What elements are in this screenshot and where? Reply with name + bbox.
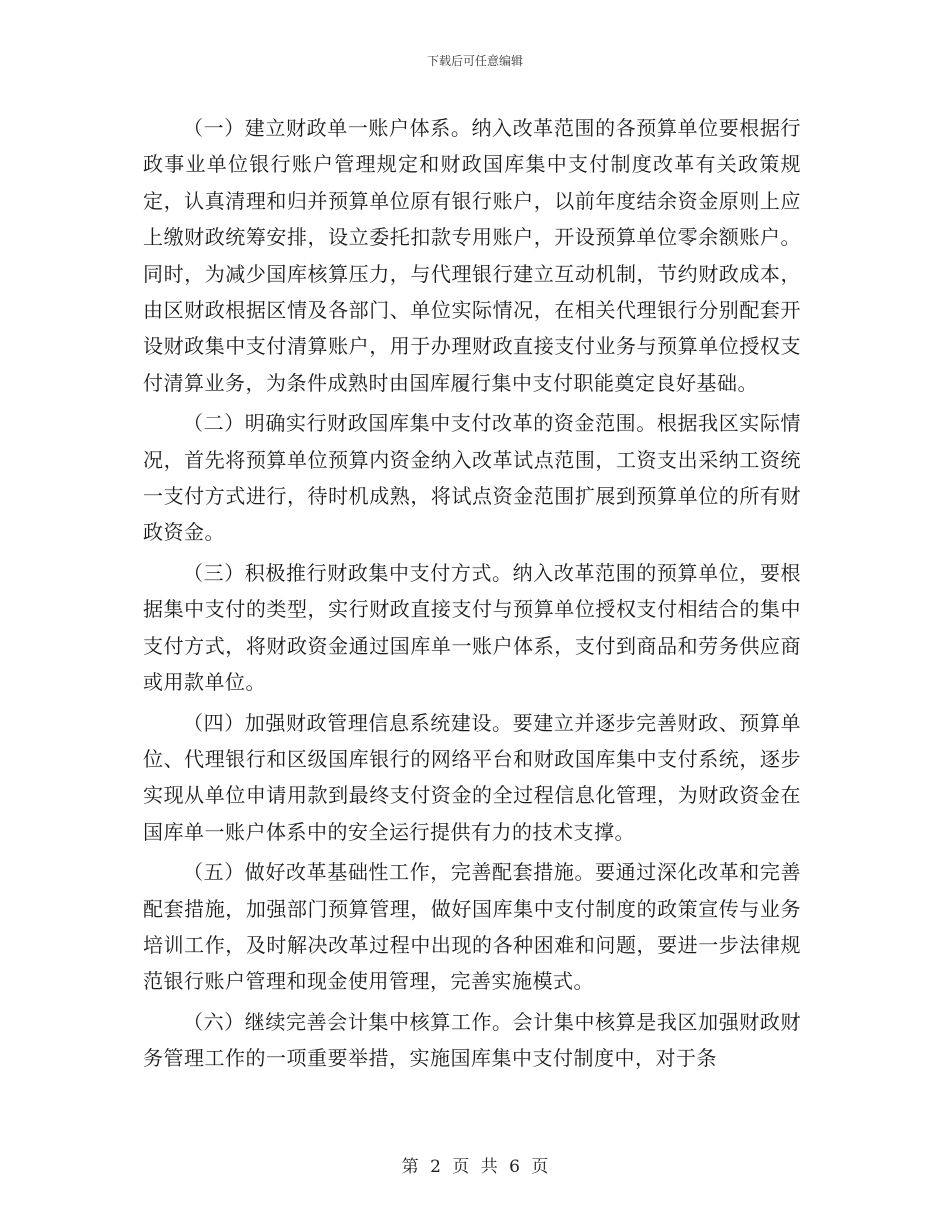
paragraph-5: （五）做好改革基础性工作，完善配套措施。要通过深化改革和完善配套措施，加强部门预算管理，做好国库集中支付制度的政策宣传与业务培训工作，及时解决改革过程中出现的各种困难和问题，要进一步法律规范银行账户管理和现金使用管理，完善实施模式。 (143, 860, 801, 994)
page-number-footer: 第 2 页 共 6 页 (401, 1157, 549, 1177)
document-body (143, 110, 801, 1081)
paragraph-1: （一）建立财政单一账户体系。纳入改革范围的各预算单位要根据行政事业单位银行账户管理规定和财政国库集中支付制度改革有关政策规定，认真清理和归并预算单位原有银行账户，以前年度结余资金原则上应上缴财政统筹安排，设立委托扣款专用账户，开设预算单位零余额账户。同时，为减少国库核算压力，与代理银行建立互动机制，节约财政成本，由区财政根据区情及各部门、单位实际情况，在相关代理银行分别配套开设财政集中支付清算账户，用于办理财政直接支付业务与预算单位授权支付清算业务，为条件成熟时由国库履行集中支付职能奠定良好基础。 (143, 116, 801, 395)
paragraph-4: （四）加强财政管理信息系统建设。要建立并逐步完善财政、预算单位、代理银行和区级国库银行的网络平台和财政国库集中支付系统，逐步实现从单位申请用款到最终支付资金的全过程信息化管理，为财政资金在国库单一账户体系中的安全运行提供有力的技术支撑。 (143, 710, 801, 844)
paragraph-3: （三）积极推行财政集中支付方式。纳入改革范围的预算单位，要根据集中支付的类型，实行财政直接支付与预算单位授权支付相结合的集中支付方式，将财政资金通过国库单一账户体系，支付到商品和劳务供应商或用款单位。 (143, 560, 801, 695)
paragraph-2: （二）明确实行财政国库集中支付改革的资金范围。根据我区实际情况，首先将预算单位预算内资金纳入改革试点范围，工资支出采纳工资统一支付方式进行，待时机成熟，将试点资金范围扩展到预算单位的所有财政资金。 (143, 411, 801, 545)
header-note: 下载后可任意编辑 (426, 54, 523, 68)
paragraph-6: （六）继续完善会计集中核算工作。会计集中核算是我区加强财政财务管理工作的一项重要举措，实施国库集中支付制度中，对于条 (143, 1009, 801, 1071)
